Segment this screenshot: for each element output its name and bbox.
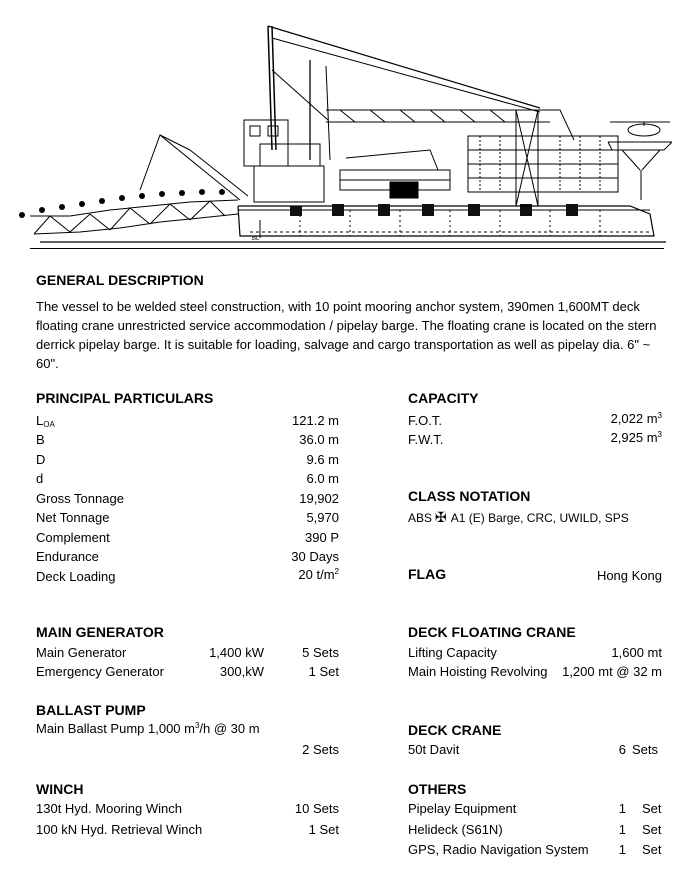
winch-heading: WINCH bbox=[36, 781, 84, 797]
floating-crane-row-value: 1,600 mt bbox=[611, 645, 662, 660]
others-row-count: 1 bbox=[618, 842, 626, 857]
others-row-label: Pipelay Equipment bbox=[408, 801, 517, 816]
deck-loading-value: 20 $t/m^2$ bbox=[298, 567, 339, 582]
maltese-cross-icon: ✠ bbox=[435, 509, 447, 525]
vessel-side-elevation-drawing bbox=[10, 10, 672, 250]
principal-row-value: 30 Days bbox=[291, 549, 339, 564]
winch-row-label: 130t Hyd. Mooring Winch bbox=[36, 801, 182, 816]
capacity-heading: CAPACITY bbox=[408, 390, 479, 406]
capacity-row-value: 2,925 $m^3$ bbox=[610, 430, 662, 445]
loa-value: 121.2 m bbox=[292, 413, 339, 428]
class-notation-heading: CLASS NOTATION bbox=[408, 488, 531, 504]
deck-crane-heading: DECK CRANE bbox=[408, 722, 502, 738]
principal-row-label: Endurance bbox=[36, 549, 99, 564]
main-generator-heading: MAIN GENERATOR bbox=[36, 624, 164, 640]
generator-row-qty: 5 Sets bbox=[302, 645, 339, 660]
svg-text:BL: BL bbox=[252, 236, 260, 242]
principal-row-value: 19,902 bbox=[299, 491, 339, 506]
principal-row-value: 6.0 m bbox=[306, 471, 339, 486]
others-row-label: GPS, Radio Navigation System bbox=[408, 842, 589, 857]
others-row-unit: Set bbox=[642, 822, 662, 837]
deck-floating-crane-heading: DECK FLOATING CRANE bbox=[408, 624, 576, 640]
principal-row-label: Net Tonnage bbox=[36, 510, 110, 525]
others-heading: OTHERS bbox=[408, 781, 467, 797]
generator-row-power: 1,400 kW bbox=[209, 645, 264, 660]
deck-crane-count: 6 bbox=[618, 742, 626, 757]
drawing-baseline-rule bbox=[30, 248, 664, 249]
others-row-label: Helideck (S61N) bbox=[408, 822, 503, 837]
floating-crane-row-label: Main Hoisting Revolving bbox=[408, 664, 548, 679]
principal-row-label: D bbox=[36, 452, 46, 467]
others-row-unit: Set bbox=[642, 801, 662, 816]
capacity-row-label: F.O.T. bbox=[408, 413, 442, 428]
generator-row-label: Main Generator bbox=[36, 645, 127, 660]
ballast-pump-spec: Main Ballast Pump 1,000 $m^3/h$ @ 30 m bbox=[36, 721, 260, 736]
generator-row-label: Emergency Generator bbox=[36, 664, 164, 679]
others-row-count: 1 bbox=[618, 801, 626, 816]
flag-heading: FLAG bbox=[408, 566, 447, 582]
principal-row-value: 5,970 bbox=[306, 510, 339, 525]
general-description-heading: GENERAL DESCRIPTION bbox=[36, 272, 204, 288]
principal-particulars-heading: PRINCIPAL PARTICULARS bbox=[36, 390, 214, 406]
winch-row-qty: 10 Sets bbox=[294, 801, 339, 816]
principal-row-value: 390 P bbox=[305, 530, 339, 545]
principal-row-label: Complement bbox=[36, 530, 110, 545]
loa-label: $L_{OA}$ bbox=[36, 413, 55, 429]
general-description-text: The vessel to be welded steel construction, with 10 point mooring anchor system, 390men 1,600MT deck floating crane unrestricted service accommodation / pipelay barge. The floating crane is located on the stern derrick pipelay barge. It is suitable for loading, salvage and cargo transportation as well as pipelay dia. 6" ~ 60". bbox=[36, 299, 657, 371]
winch-row-qty: 1 Set bbox=[308, 822, 339, 837]
principal-row-label: B bbox=[36, 432, 45, 447]
ballast-pump-heading: BALLAST PUMP bbox=[36, 702, 146, 718]
principal-row-label: Gross Tonnage bbox=[36, 491, 124, 506]
others-row-count: 1 bbox=[618, 822, 626, 837]
floating-crane-row-label: Lifting Capacity bbox=[408, 645, 497, 660]
capacity-row-value: 2,022 $m^3$ bbox=[610, 411, 662, 426]
others-row-unit: Set bbox=[642, 842, 662, 857]
principal-row-label: d bbox=[36, 471, 44, 486]
winch-row-label: 100 kN Hyd. Retrieval Winch bbox=[36, 822, 203, 837]
deck-loading-label: Deck Loading bbox=[36, 569, 116, 584]
flag-value: Hong Kong bbox=[596, 568, 662, 583]
principal-row-value: 36.0 m bbox=[299, 432, 339, 447]
deck-crane-label: 50t Davit bbox=[408, 742, 460, 757]
class-notation-text: ABS ✠ A1 (E) Barge, CRC, UWILD, SPS bbox=[408, 509, 629, 525]
ballast-pump-qty: 2 Sets bbox=[302, 742, 339, 757]
capacity-row-label: F.W.T. bbox=[408, 432, 444, 447]
generator-row-qty: 1 Set bbox=[308, 664, 339, 679]
generator-row-power: 300,kW bbox=[219, 664, 264, 679]
principal-row-value: 9.6 m bbox=[306, 452, 339, 467]
deck-crane-unit: Sets bbox=[632, 742, 659, 757]
floating-crane-row-value: 1,200 mt @ 32 m bbox=[562, 664, 662, 679]
